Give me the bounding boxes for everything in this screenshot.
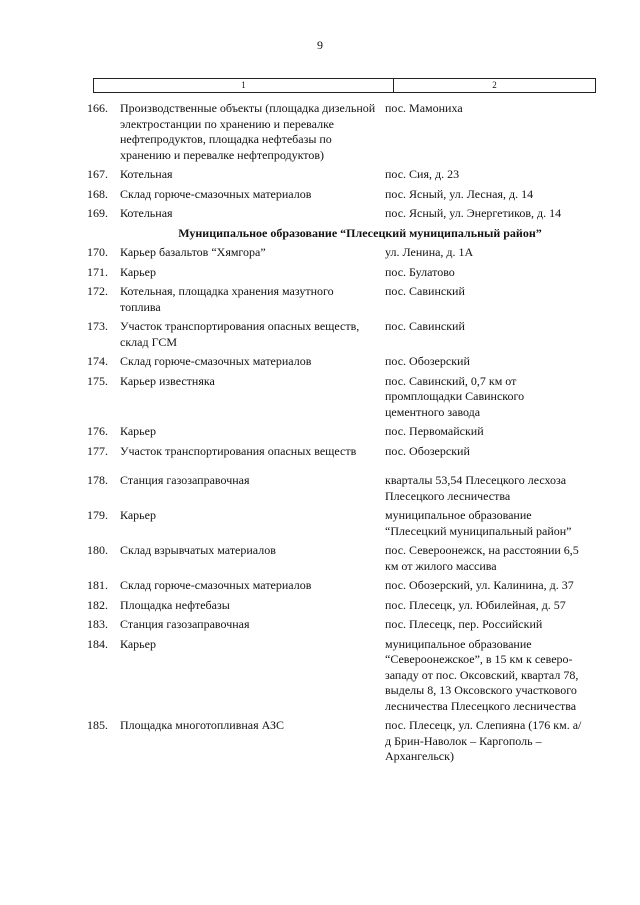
row-number: 168. [87, 186, 108, 201]
row-number: 179. [87, 508, 108, 522]
row-number: 167. [87, 167, 108, 181]
row-number: 184. [87, 636, 108, 651]
row-number: 182. [87, 597, 108, 612]
table-header [93, 78, 596, 93]
table-row [0, 265, 640, 281]
object-location: пос. Плесецк, ул. Слепияна (176 км. а/д Брин-Наволок – Каргополь – Архангельск) [385, 718, 582, 763]
row-number: 177. [87, 443, 108, 458]
row-number: 172. [87, 284, 108, 298]
object-name: Склад горюче-смазочных материалов [120, 354, 312, 368]
row-number: 180. [87, 543, 108, 557]
object-name: Участок транспортирования опасных веществ, склад ГСМ [120, 319, 360, 349]
table-row [0, 245, 640, 261]
object-name: Карьер [120, 636, 156, 651]
object-name: Склад горюче-смазочных материалов [120, 186, 312, 201]
row-number: 173. [87, 319, 108, 333]
object-location: пос. Первомайский [385, 424, 484, 438]
row-number: 185. [87, 718, 108, 732]
object-name: Карьер базальтов “Хямгора” [120, 245, 266, 259]
table-row [0, 473, 640, 504]
object-name: Площадка многотопливная АЗС [120, 718, 285, 732]
object-location: муниципальное образование “Плесецкий муниципальный район” [385, 508, 572, 538]
table-row [0, 101, 640, 163]
object-name: Котельная, площадка хранения мазутного топлива [120, 284, 334, 314]
object-location: кварталы 53,54 Плесецкого лесхоза Плесецкого лесничества [385, 473, 567, 503]
table-row [0, 617, 640, 633]
object-location: пос. Ясный, ул. Энергетиков, д. 14 [385, 206, 562, 220]
table-row [0, 374, 640, 421]
object-name: Склад взрывчатых материалов [120, 543, 276, 557]
object-name: Карьер известняка [120, 373, 215, 388]
row-number: 169. [87, 206, 108, 220]
object-location: муниципальное образование “Североонежское”, в 15 км к северо-западу от пос. Оксовский, квартал 78, выделы 8, 13 Оксовского участкового лесничества Плесецкого лесничества [385, 636, 579, 713]
table-row [0, 637, 640, 715]
table-row [0, 718, 640, 765]
object-name: Карьер [120, 264, 156, 279]
table-row [0, 444, 640, 460]
row-number: 181. [87, 578, 108, 592]
table-row [0, 206, 640, 222]
row-number: 170. [87, 245, 108, 259]
object-name: Участок транспортирования опасных веществ [120, 443, 357, 458]
object-name: Склад горюче-смазочных материалов [120, 578, 312, 592]
row-number: 166. [87, 101, 108, 115]
object-name: Станция газозаправочная [120, 473, 250, 487]
object-location: пос. Булатово [385, 264, 455, 279]
object-location: пос. Савинский, 0,7 км от промплощадки Савинского цементного завода [385, 373, 525, 419]
object-location: пос. Ясный, ул. Лесная, д. 14 [385, 186, 534, 201]
object-location: пос. Савинский [385, 319, 465, 333]
object-name: Карьер [120, 508, 156, 522]
table-row [0, 598, 640, 614]
object-location: пос. Североонежск, на расстоянии 6,5 км от жилого массива [385, 543, 579, 573]
header-col-1: 1 [94, 79, 394, 92]
object-location: пос. Плесецк, пер. Российский [385, 617, 543, 631]
object-name: Станция газозаправочная [120, 617, 250, 631]
table-row [0, 508, 640, 539]
header-col-2: 2 [492, 80, 497, 90]
table-row [0, 424, 640, 440]
object-location: пос. Плесецк, ул. Юбилейная, д. 57 [385, 597, 566, 612]
row-number: 175. [87, 373, 108, 388]
table-row [0, 319, 640, 350]
table-row [0, 167, 640, 183]
object-location: пос. Сия, д. 23 [385, 167, 460, 181]
table-row [0, 578, 640, 594]
table-row [0, 284, 640, 315]
object-location: пос. Обозерский [385, 354, 470, 368]
object-location: пос. Савинский [385, 284, 465, 298]
object-name: Котельная [120, 167, 173, 181]
object-name: Производственные объекты (площадка дизельной электростанции по хранению и перевалке нефтепродуктов, площадка нефтебазы по хранению и перевалке нефтепродуктов) [120, 101, 376, 162]
table-row [0, 543, 640, 574]
object-name: Площадка нефтебазы [120, 597, 230, 612]
object-location: ул. Ленина, д. 1А [385, 245, 474, 259]
section-heading: Муниципальное образование “Плесецкий муниципальный район” [178, 225, 542, 240]
row-number: 174. [87, 354, 108, 368]
row-number: 176. [87, 424, 108, 438]
object-location: пос. Обозерский, ул. Калинина, д. 37 [385, 578, 574, 592]
object-name: Котельная [120, 206, 173, 220]
row-number: 171. [87, 264, 108, 279]
object-location: пос. Обозерский [385, 443, 470, 458]
row-number: 183. [87, 617, 108, 631]
object-name: Карьер [120, 424, 156, 438]
object-location: пос. Мамониха [385, 101, 463, 115]
table-row [0, 187, 640, 203]
page-number: 9 [317, 38, 323, 52]
table-row [0, 354, 640, 370]
table-body [0, 101, 640, 769]
row-number: 178. [87, 473, 108, 487]
